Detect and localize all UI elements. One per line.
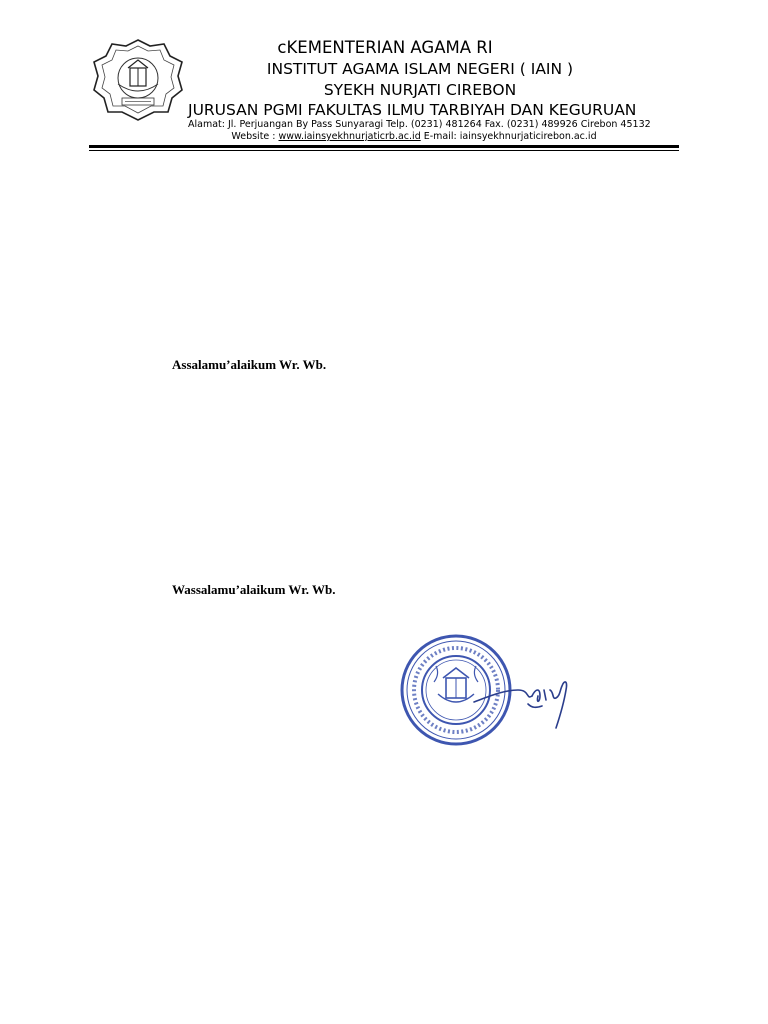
closing-text: Wassalamu’alaikum Wr. Wb. <box>172 582 336 597</box>
address-line: Alamat: Jl. Perjuangan By Pass Sunyaragi Telp. (0231) 481264 Fax. (0231) 489926 Cirebon 45132 <box>188 119 651 130</box>
iain-emblem-icon <box>92 38 184 122</box>
institute-subname: SYEKH NURJATI CIREBON <box>323 81 517 99</box>
website-label: Website : <box>231 131 279 142</box>
ministry-name: cKEMENTERIAN AGAMA RI <box>277 38 493 57</box>
institute-name: INSTITUT AGAMA ISLAM NEGERI ( IAIN ) <box>266 60 574 78</box>
contact-line <box>188 131 640 142</box>
letterhead-divider-thick <box>89 145 679 148</box>
website-link[interactable]: www.iainsyekhnurjaticrb.ac.id <box>278 131 421 142</box>
signature-icon <box>470 660 580 740</box>
greeting-text: Assalamu’alaikum Wr. Wb. <box>172 357 327 372</box>
department-name: JURUSAN PGMI FAKULTAS ILMU TARBIYAH DAN KEGURUAN <box>188 101 637 119</box>
letterhead-divider-thin <box>89 150 679 151</box>
email-text: E-mail: iainsyekhnurjaticirebon.ac.id <box>420 131 597 142</box>
